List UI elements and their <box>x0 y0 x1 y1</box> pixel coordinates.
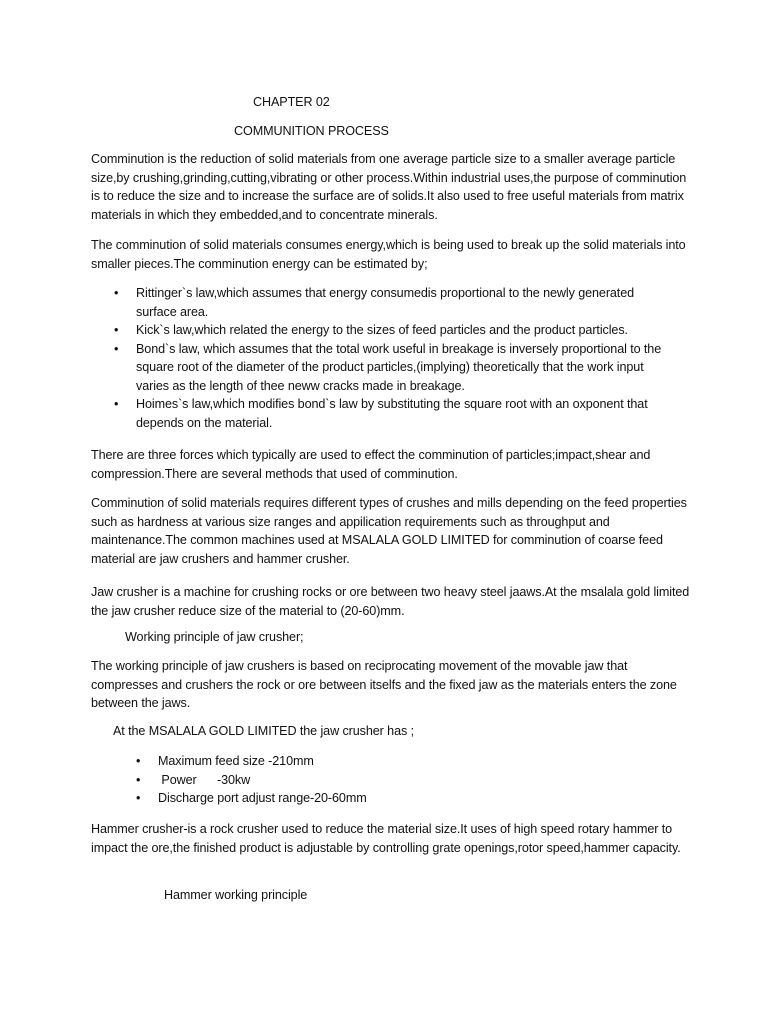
bullet-icon: • <box>136 791 141 805</box>
energy-laws-list <box>114 284 674 432</box>
bullet-icon: • <box>114 286 119 300</box>
paragraph-machines: Comminution of solid materials requires different types of crushes and mills depending on the feed properties such as hardness at various size ranges and appilication requirements such as throughput and maintenance.The common machines used at MSALALA GOLD LIMITED for comminution of coarse feed material are jaw crushers and hammer crusher. <box>91 496 687 566</box>
paragraph-comminution-energy: The comminution of solid materials consumes energy,which is being used to break up the solid materials into smaller pieces.The comminution energy can be estimated by; <box>91 238 686 271</box>
chapter-title: COMMUNITION PROCESS <box>234 124 389 138</box>
bullet-icon: • <box>114 323 119 337</box>
paragraph-jaw-crusher: Jaw crusher is a machine for crushing rocks or ore between two heavy steel jaaws.At the msalala gold limited the jaw crusher reduce size of the material to (20-60)mm. <box>91 585 690 618</box>
list-item: • Power -30kw <box>136 771 536 790</box>
paragraph-jaw-principle: The working principle of jaw crushers is based on reciprocating movement of the movable jaw that compresses and crushers the rock or ore between itselfs and the fixed jaw as the materials enters the zone between the jaws. <box>91 659 677 710</box>
paragraph-three-forces: There are three forces which typically are used to effect the comminution of particles;impact,shear and compression.There are several methods that used of comminution. <box>91 448 651 481</box>
bullet-icon: • <box>114 397 119 411</box>
paragraph-hammer-crusher: Hammer crusher-is a rock crusher used to reduce the material size.It uses of high speed rotary hammer to impact the ore,the finished product is adjustable by controlling grate openings,rotor speed,hammer capacity. <box>91 822 681 855</box>
bullet-icon: • <box>136 754 141 768</box>
bullet-icon: • <box>114 341 119 356</box>
list-item: • Discharge port adjust range-20-60mm <box>136 789 536 808</box>
jaw-specs-list <box>136 752 536 808</box>
subheading-jaw-specs: At the MSALALA GOLD LIMITED the jaw crusher has ; <box>113 724 414 738</box>
list-item: • Kick`s law,which related the energy to the sizes of feed particles and the product particles. <box>114 321 674 340</box>
list-item: • Rittinger`s law,which assumes that energy consumedis proportional to the newly generated surface area. <box>114 286 635 319</box>
list-item: • Maximum feed size -210mm <box>136 752 536 771</box>
chapter-heading: CHAPTER 02 <box>253 95 330 109</box>
subheading-hammer-principle: Hammer working principle <box>164 888 308 902</box>
list-item: • Bond`s law, which assumes that the total work useful in breakage is inversely proportional to the square root of the diameter of the product particles,(implying) theoretically that the work input varies as the length of thee neww cracks made in breakage. <box>114 341 662 393</box>
subheading-jaw-principle: Working principle of jaw crusher; <box>125 630 304 644</box>
list-item: • Hoimes`s law,which modifies bond`s law by substituting the square root with an oxponent that depends on the material. <box>114 397 648 430</box>
bullet-icon: • <box>136 772 141 787</box>
paragraph-comminution-definition: Comminution is the reduction of solid materials from one average particle size to a smaller average particle size,by crushing,grinding,cutting,vibrating or other process.Within industrial uses,the purpose of comminution is to reduce the size and to increase the surface are of solids.It also used to free useful materials from matrix materials in which they embedded,and to concentrate minerals. <box>91 152 687 222</box>
